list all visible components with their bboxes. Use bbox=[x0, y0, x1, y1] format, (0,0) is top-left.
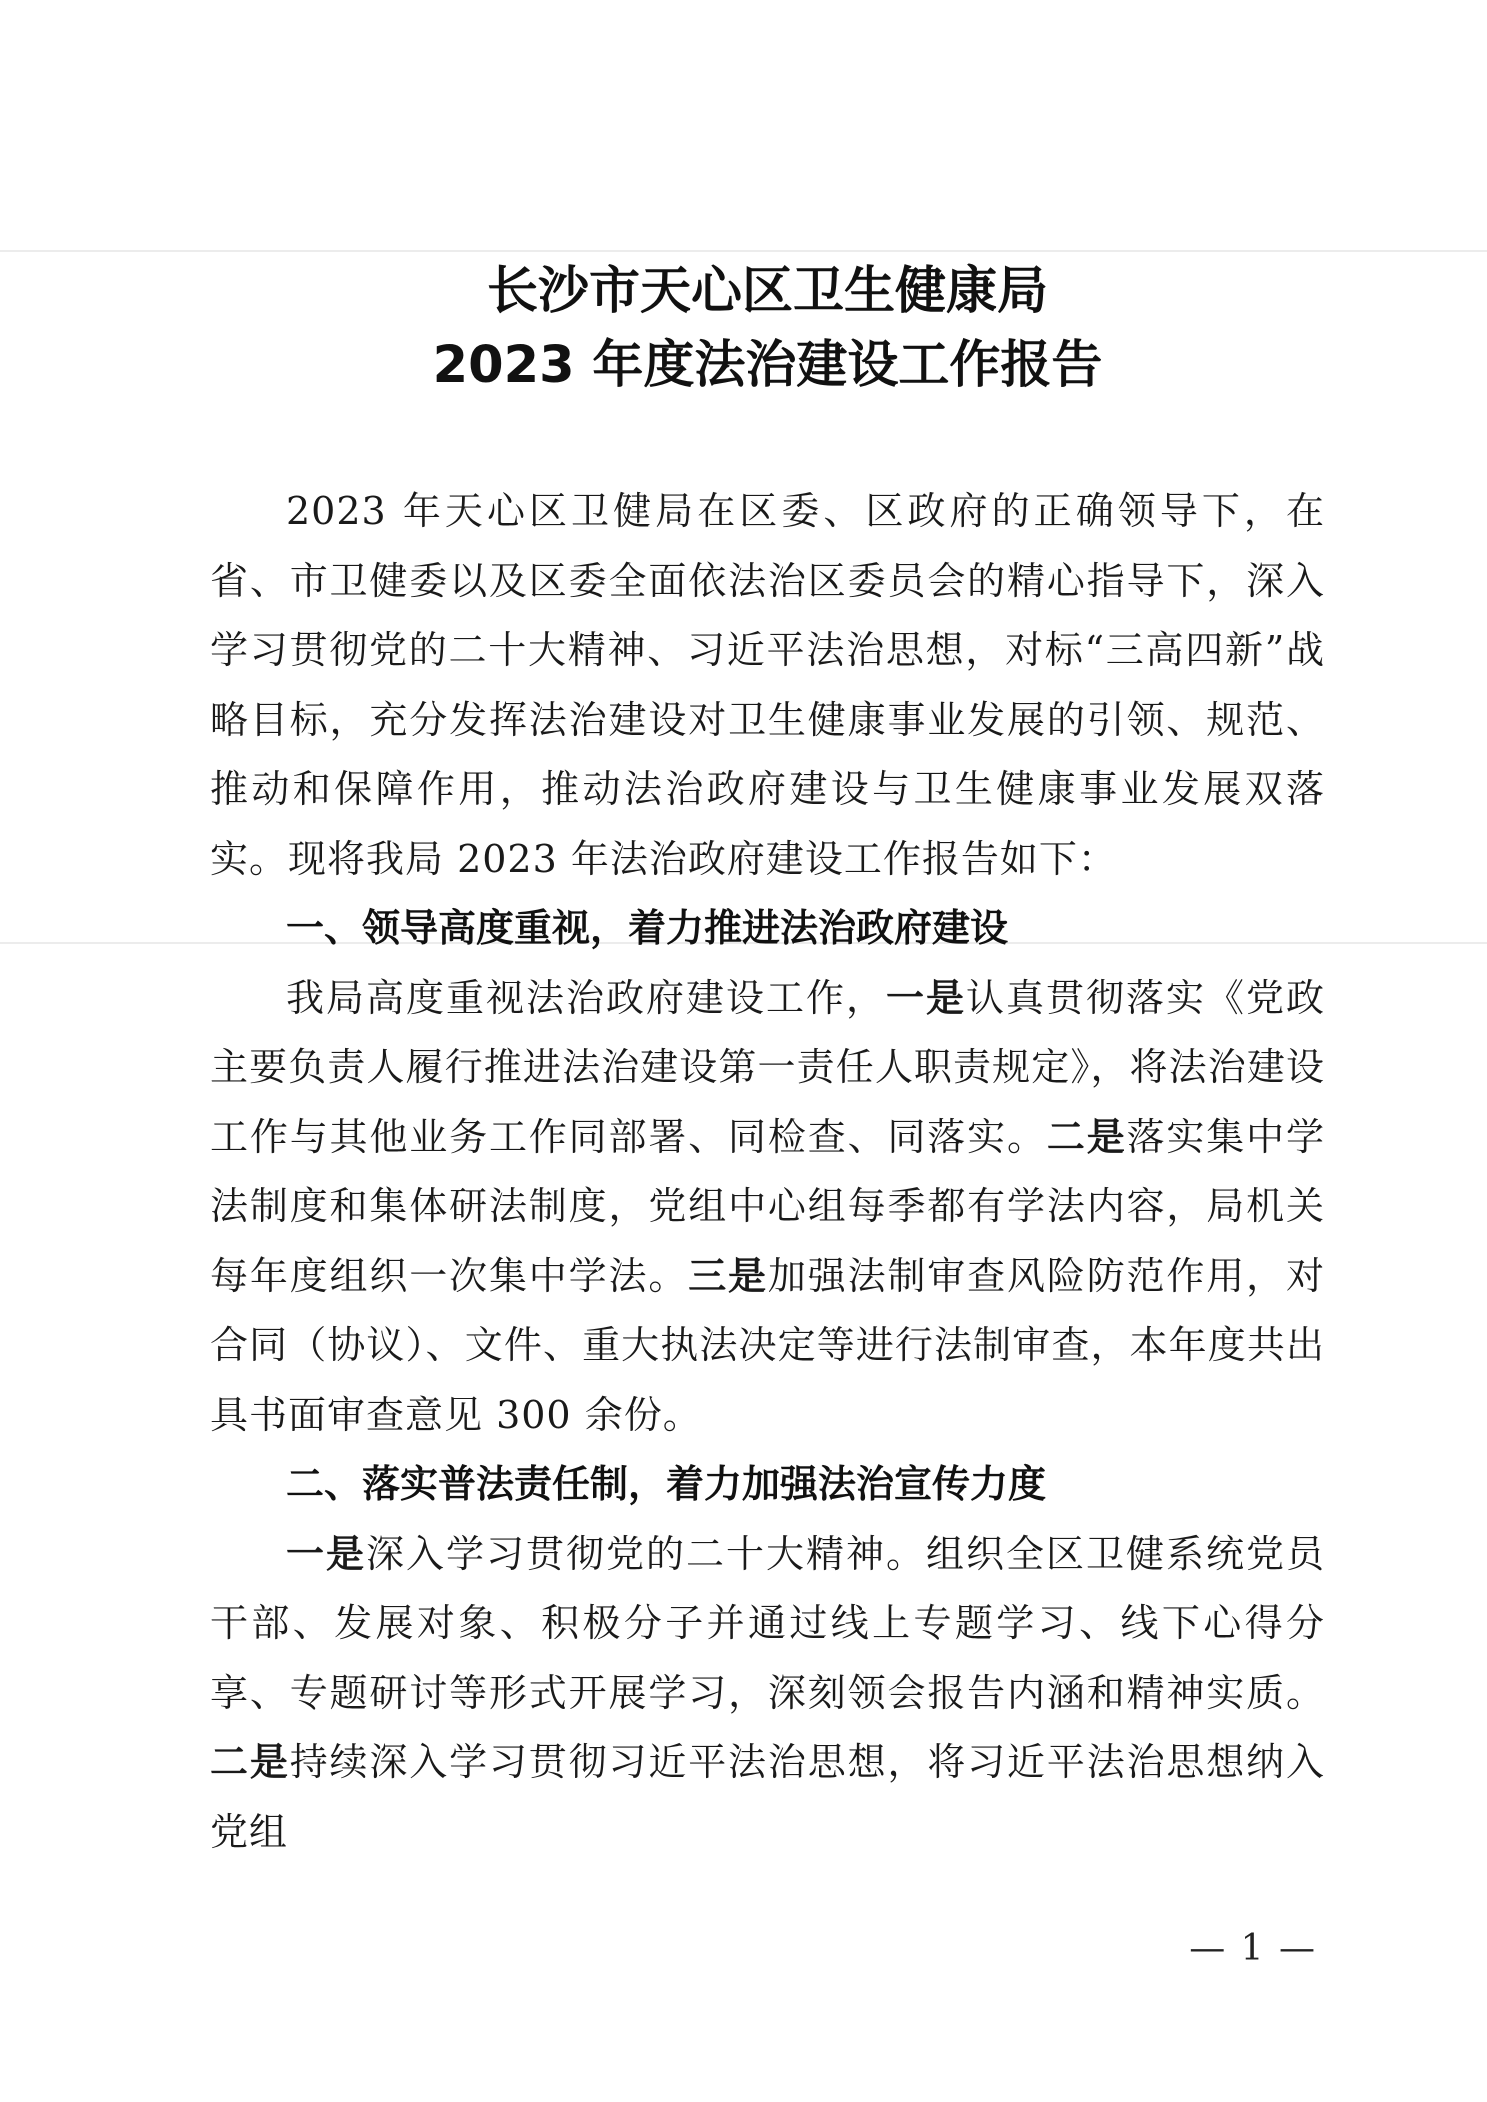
section-2-point-2-text: 持续深入学习贯彻习近平法治思想，将习近平法治思想纳入党组 bbox=[210, 1740, 1325, 1854]
section-2-paragraph bbox=[210, 1520, 1325, 1868]
section-1-point-1-text: 认真贯彻落实《党政主要负责人履行推进法治建设第一责任人职责规定》，将法治建设工作与其他业务工作同部署、同检查、同落实。 bbox=[210, 975, 1325, 1159]
section-2-point-1-label: 一是 bbox=[286, 1531, 366, 1576]
title-line-2: 2023 年度法治建设工作报告 bbox=[432, 336, 1103, 395]
intro-paragraph: 2023 年天心区卫健局在区委、区政府的正确领导下，在省、市卫健委以及区委全面依法治区委员会的精心指导下，深入学习贯彻党的二十大精神、习近平法治思想，对标“三高四新”战略目标，充分发挥法治建设对卫生健康事业发展的引领、规范、推动和保障作用，推动法治政府建设与卫生健康事业发展双落实。现将我局 2023 年法治政府建设工作报告如下： bbox=[210, 489, 1325, 881]
section-2-point-1-text: 深入学习贯彻党的二十大精神。组织全区卫健系统党员干部、发展对象、积极分子并通过线上专题学习、线下心得分享、专题研讨等形式开展学习，深刻领会报告内涵和精神实质。 bbox=[210, 1531, 1325, 1715]
scan-artifact-line bbox=[0, 250, 1487, 252]
section-1-paragraph bbox=[210, 964, 1325, 1451]
document-body bbox=[210, 477, 1325, 1867]
section-1-point-3-label: 三是 bbox=[688, 1253, 768, 1298]
document-page bbox=[210, 255, 1325, 1867]
section-1-point-2-label: 二是 bbox=[1046, 1114, 1127, 1159]
section-2-heading: 二、落实普法责任制，着力加强法治宣传力度 bbox=[286, 1462, 1047, 1506]
section-2-point-2-label: 二是 bbox=[210, 1740, 290, 1784]
document-title bbox=[210, 255, 1325, 403]
title-line-1: 长沙市天心区卫生健康局 bbox=[486, 262, 1048, 321]
section-1-heading: 一、领导高度重视，着力推进法治政府建设 bbox=[286, 906, 1009, 950]
section-1-point-1-label: 一是 bbox=[885, 975, 966, 1020]
page-number: — 1 — bbox=[1189, 1928, 1317, 1969]
section-1-text-start: 我局高度重视法治政府建设工作， bbox=[286, 975, 886, 1020]
section-1-point-3-text: 加强法制审查风险防范作用，对合同（协议）、文件、重大执法决定等进行法制审查，本年度共出具书面审查意见 300 余份。 bbox=[210, 1253, 1325, 1437]
section-1-point-2-text: 落实集中学法制度和集体研法制度，党组中心组每季都有学法内容，局机关每年度组织一次集中学法。 bbox=[210, 1114, 1325, 1298]
